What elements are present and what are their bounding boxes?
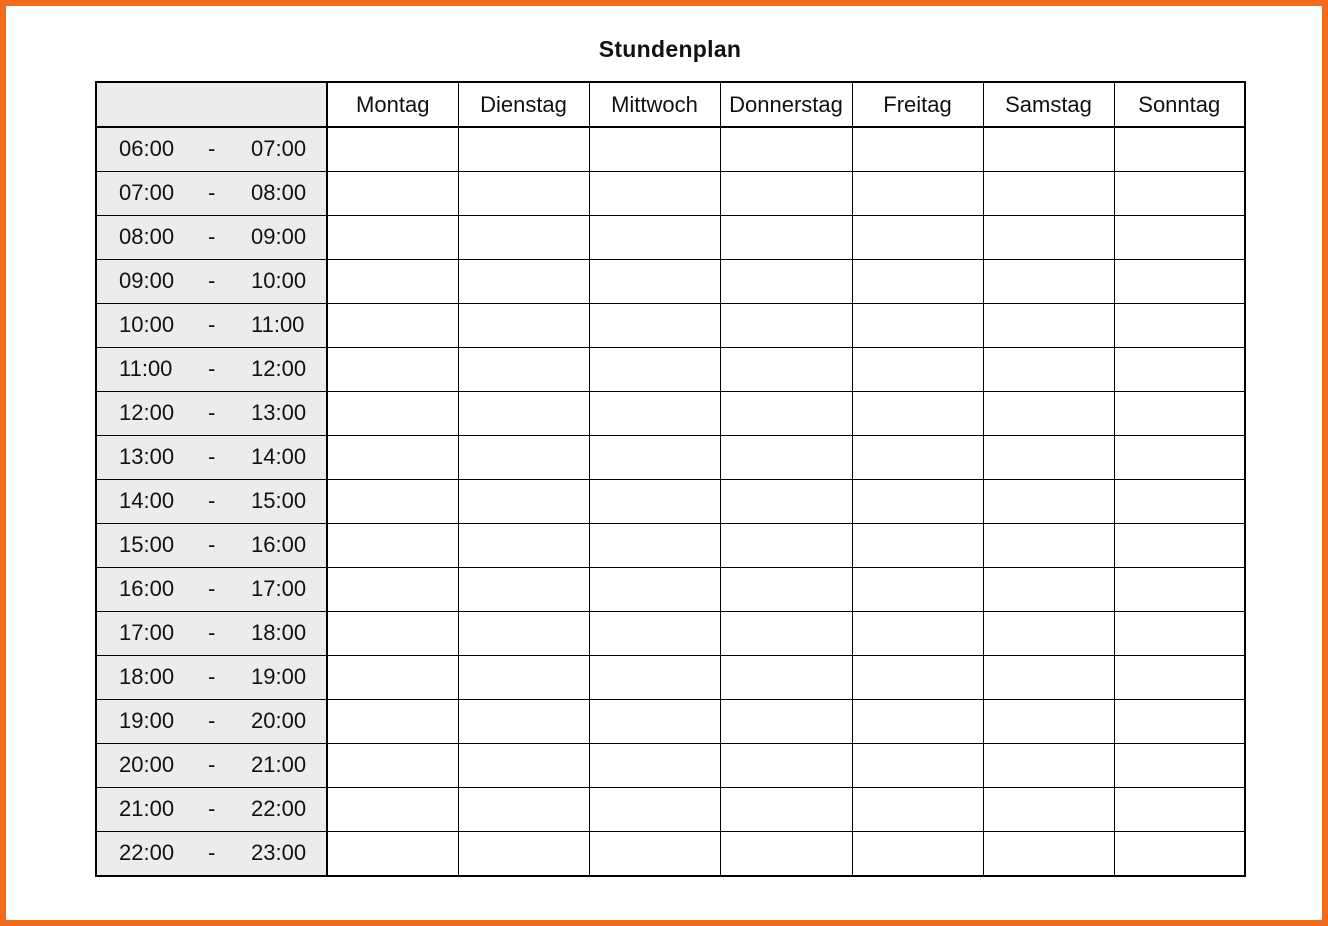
time-to: 08:00 — [251, 180, 307, 205]
day-header: Samstag — [983, 82, 1114, 127]
time-to: 17:00 — [251, 576, 307, 601]
schedule-cell[interactable] — [458, 304, 589, 348]
schedule-cell[interactable] — [327, 304, 458, 348]
time-to: 07:00 — [251, 136, 307, 161]
time-cell — [96, 480, 327, 524]
time-row — [96, 480, 1245, 524]
schedule-cell[interactable] — [852, 392, 983, 436]
time-cell — [96, 700, 327, 744]
schedule-cell[interactable] — [1114, 832, 1245, 877]
time-separator: - — [208, 224, 216, 249]
day-header: Sonntag — [1114, 82, 1245, 127]
time-row — [96, 788, 1245, 832]
time-to: 11:00 — [251, 312, 305, 337]
schedule-cell[interactable] — [327, 568, 458, 612]
schedule-cell[interactable] — [983, 524, 1114, 568]
schedule-cell[interactable] — [983, 127, 1114, 172]
time-cell — [96, 127, 327, 172]
schedule-cell[interactable] — [589, 524, 720, 568]
time-to: 21:00 — [251, 752, 307, 777]
time-to: 09:00 — [251, 224, 307, 249]
schedule-cell[interactable] — [852, 568, 983, 612]
schedule-cell[interactable] — [327, 480, 458, 524]
schedule-cell[interactable] — [720, 568, 852, 612]
schedule-cell[interactable] — [852, 216, 983, 260]
time-row — [96, 524, 1245, 568]
time-row — [96, 436, 1245, 480]
time-separator: - — [208, 180, 216, 205]
schedule-cell[interactable] — [852, 656, 983, 700]
schedule-cell[interactable] — [458, 744, 589, 788]
schedule-cell[interactable] — [458, 700, 589, 744]
time-to: 20:00 — [251, 708, 307, 733]
time-to: 14:00 — [251, 444, 307, 469]
schedule-cell[interactable] — [458, 348, 589, 392]
time-from: 15:00 — [119, 532, 175, 557]
schedule-cell[interactable] — [852, 700, 983, 744]
time-to: 15:00 — [251, 488, 307, 513]
schedule-cell[interactable] — [589, 700, 720, 744]
schedule-cell[interactable] — [1114, 744, 1245, 788]
time-from: 08:00 — [119, 224, 175, 249]
time-to: 22:00 — [251, 796, 307, 821]
schedule-cell[interactable] — [589, 480, 720, 524]
time-to: 19:00 — [251, 664, 307, 689]
time-cell — [96, 568, 327, 612]
schedule-cell[interactable] — [327, 788, 458, 832]
schedule-cell[interactable] — [458, 480, 589, 524]
schedule-cell[interactable] — [327, 127, 458, 172]
schedule-cell[interactable] — [983, 656, 1114, 700]
time-separator: - — [208, 444, 216, 469]
schedule-cell[interactable] — [720, 612, 852, 656]
time-row — [96, 612, 1245, 656]
schedule-cell[interactable] — [1114, 436, 1245, 480]
schedule-cell[interactable] — [852, 480, 983, 524]
time-cell — [96, 216, 327, 260]
schedule-cell[interactable] — [1114, 524, 1245, 568]
schedule-cell[interactable] — [983, 392, 1114, 436]
time-cell — [96, 392, 327, 436]
schedule-cell[interactable] — [589, 436, 720, 480]
day-header: Dienstag — [458, 82, 589, 127]
time-from: 11:00 — [119, 356, 173, 381]
schedule-cell[interactable] — [983, 304, 1114, 348]
schedule-cell[interactable] — [589, 612, 720, 656]
schedule-cell[interactable] — [720, 304, 852, 348]
time-from: 20:00 — [119, 752, 175, 777]
schedule-cell[interactable] — [327, 832, 458, 877]
schedule-cell[interactable] — [720, 524, 852, 568]
schedule-cell[interactable] — [1114, 700, 1245, 744]
time-row — [96, 744, 1245, 788]
time-separator: - — [208, 488, 216, 513]
time-row — [96, 260, 1245, 304]
schedule-cell[interactable] — [589, 832, 720, 877]
schedule-cell[interactable] — [720, 832, 852, 877]
schedule-cell[interactable] — [589, 304, 720, 348]
time-separator: - — [208, 136, 216, 161]
time-cell — [96, 436, 327, 480]
time-from: 18:00 — [119, 664, 175, 689]
schedule-cell[interactable] — [327, 348, 458, 392]
page-title: Stundenplan — [598, 36, 742, 62]
schedule-cell[interactable] — [720, 348, 852, 392]
schedule-cell[interactable] — [720, 788, 852, 832]
schedule-cell[interactable] — [983, 832, 1114, 877]
time-row — [96, 700, 1245, 744]
schedule-cell[interactable] — [458, 260, 589, 304]
schedule-cell[interactable] — [852, 304, 983, 348]
schedule-cell[interactable] — [1114, 568, 1245, 612]
schedule-cell[interactable] — [458, 568, 589, 612]
schedule-cell[interactable] — [1114, 348, 1245, 392]
time-from: 21:00 — [119, 796, 175, 821]
schedule-cell[interactable] — [1114, 656, 1245, 700]
time-separator: - — [208, 620, 216, 645]
time-from: 16:00 — [119, 576, 175, 601]
time-separator: - — [208, 576, 216, 601]
time-separator: - — [208, 268, 216, 293]
schedule-cell[interactable] — [720, 656, 852, 700]
time-to: 18:00 — [251, 620, 307, 645]
schedule-cell[interactable] — [327, 216, 458, 260]
time-cell — [96, 832, 327, 877]
schedule-cell[interactable] — [720, 260, 852, 304]
schedule-cell[interactable] — [852, 260, 983, 304]
schedule-cell[interactable] — [589, 172, 720, 216]
schedule-cell[interactable] — [983, 216, 1114, 260]
schedule-cell[interactable] — [589, 216, 720, 260]
schedule-cell[interactable] — [458, 436, 589, 480]
schedule-cell[interactable] — [720, 700, 852, 744]
schedule-cell[interactable] — [1114, 127, 1245, 172]
schedule-cell[interactable] — [458, 832, 589, 877]
schedule-cell[interactable] — [720, 172, 852, 216]
time-row — [96, 392, 1245, 436]
time-row — [96, 216, 1245, 260]
time-separator: - — [208, 664, 216, 689]
schedule-cell[interactable] — [852, 436, 983, 480]
schedule-cell[interactable] — [983, 568, 1114, 612]
schedule-cell[interactable] — [720, 480, 852, 524]
schedule-cell[interactable] — [327, 700, 458, 744]
schedule-cell[interactable] — [1114, 260, 1245, 304]
schedule-cell[interactable] — [458, 656, 589, 700]
schedule-cell[interactable] — [589, 744, 720, 788]
schedule-cell[interactable] — [983, 744, 1114, 788]
time-row — [96, 304, 1245, 348]
schedule-cell[interactable] — [458, 392, 589, 436]
time-to: 12:00 — [251, 356, 307, 381]
time-cell — [96, 304, 327, 348]
time-from: 19:00 — [119, 708, 175, 733]
day-header: Montag — [327, 82, 458, 127]
time-cell — [96, 612, 327, 656]
day-header: Mittwoch — [589, 82, 720, 127]
schedule-cell[interactable] — [720, 744, 852, 788]
schedule-cell[interactable] — [852, 788, 983, 832]
time-separator: - — [208, 400, 216, 425]
schedule-cell[interactable] — [458, 788, 589, 832]
header-row — [96, 82, 1245, 127]
schedule-cell[interactable] — [327, 172, 458, 216]
time-to: 13:00 — [251, 400, 307, 425]
time-cell — [96, 172, 327, 216]
schedule-cell[interactable] — [458, 612, 589, 656]
schedule-cell[interactable] — [720, 392, 852, 436]
time-to: 23:00 — [251, 840, 307, 865]
schedule-cell[interactable] — [327, 436, 458, 480]
schedule-cell[interactable] — [589, 127, 720, 172]
timetable — [95, 81, 1246, 877]
schedule-cell[interactable] — [458, 216, 589, 260]
corner-cell — [96, 82, 327, 127]
schedule-cell[interactable] — [589, 656, 720, 700]
schedule-cell[interactable] — [589, 568, 720, 612]
schedule-cell[interactable] — [589, 260, 720, 304]
schedule-cell[interactable] — [720, 127, 852, 172]
schedule-cell[interactable] — [589, 392, 720, 436]
schedule-cell[interactable] — [852, 524, 983, 568]
time-separator: - — [208, 840, 216, 865]
time-row — [96, 656, 1245, 700]
schedule-cell[interactable] — [458, 172, 589, 216]
schedule-cell[interactable] — [983, 260, 1114, 304]
time-to: 10:00 — [251, 268, 307, 293]
schedule-cell[interactable] — [327, 656, 458, 700]
schedule-cell[interactable] — [720, 216, 852, 260]
time-row — [96, 348, 1245, 392]
schedule-cell[interactable] — [1114, 788, 1245, 832]
schedule-cell[interactable] — [1114, 304, 1245, 348]
day-header: Freitag — [852, 82, 983, 127]
time-row — [96, 127, 1245, 172]
schedule-cell[interactable] — [852, 348, 983, 392]
time-cell — [96, 348, 327, 392]
schedule-cell[interactable] — [1114, 480, 1245, 524]
schedule-cell[interactable] — [852, 127, 983, 172]
schedule-cell[interactable] — [852, 612, 983, 656]
schedule-cell[interactable] — [983, 436, 1114, 480]
time-cell — [96, 788, 327, 832]
time-from: 12:00 — [119, 400, 175, 425]
time-from: 13:00 — [119, 444, 175, 469]
schedule-cell[interactable] — [852, 832, 983, 877]
day-header: Donnerstag — [720, 82, 852, 127]
time-row — [96, 568, 1245, 612]
time-cell — [96, 744, 327, 788]
schedule-cell[interactable] — [983, 612, 1114, 656]
schedule-cell[interactable] — [458, 127, 589, 172]
time-from: 22:00 — [119, 840, 175, 865]
time-cell — [96, 656, 327, 700]
time-separator: - — [208, 752, 216, 777]
time-row — [96, 172, 1245, 216]
schedule-cell[interactable] — [852, 744, 983, 788]
time-cell — [96, 260, 327, 304]
schedule-cell[interactable] — [720, 436, 852, 480]
time-separator: - — [208, 708, 216, 733]
time-from: 14:00 — [119, 488, 175, 513]
schedule-cell[interactable] — [983, 348, 1114, 392]
schedule-cell[interactable] — [327, 260, 458, 304]
schedule-cell[interactable] — [458, 524, 589, 568]
time-from: 07:00 — [119, 180, 175, 205]
time-to: 16:00 — [251, 532, 307, 557]
time-row — [96, 832, 1245, 877]
time-from: 17:00 — [119, 620, 175, 645]
schedule-cell[interactable] — [327, 744, 458, 788]
schedule-cell[interactable] — [1114, 612, 1245, 656]
schedule-cell[interactable] — [1114, 216, 1245, 260]
time-from: 10:00 — [119, 312, 175, 337]
time-separator: - — [208, 532, 216, 557]
schedule-cell[interactable] — [327, 524, 458, 568]
schedule-cell[interactable] — [983, 172, 1114, 216]
schedule-cell[interactable] — [1114, 172, 1245, 216]
time-from: 09:00 — [119, 268, 175, 293]
time-from: 06:00 — [119, 136, 175, 161]
schedule-cell[interactable] — [983, 700, 1114, 744]
schedule-cell[interactable] — [983, 788, 1114, 832]
time-separator: - — [208, 312, 216, 337]
schedule-cell[interactable] — [589, 788, 720, 832]
schedule-cell[interactable] — [327, 392, 458, 436]
time-separator: - — [208, 356, 216, 381]
schedule-cell[interactable] — [983, 480, 1114, 524]
time-separator: - — [208, 796, 216, 821]
schedule-cell[interactable] — [589, 348, 720, 392]
schedule-cell[interactable] — [852, 172, 983, 216]
time-cell — [96, 524, 327, 568]
schedule-cell[interactable] — [327, 612, 458, 656]
schedule-cell[interactable] — [1114, 392, 1245, 436]
